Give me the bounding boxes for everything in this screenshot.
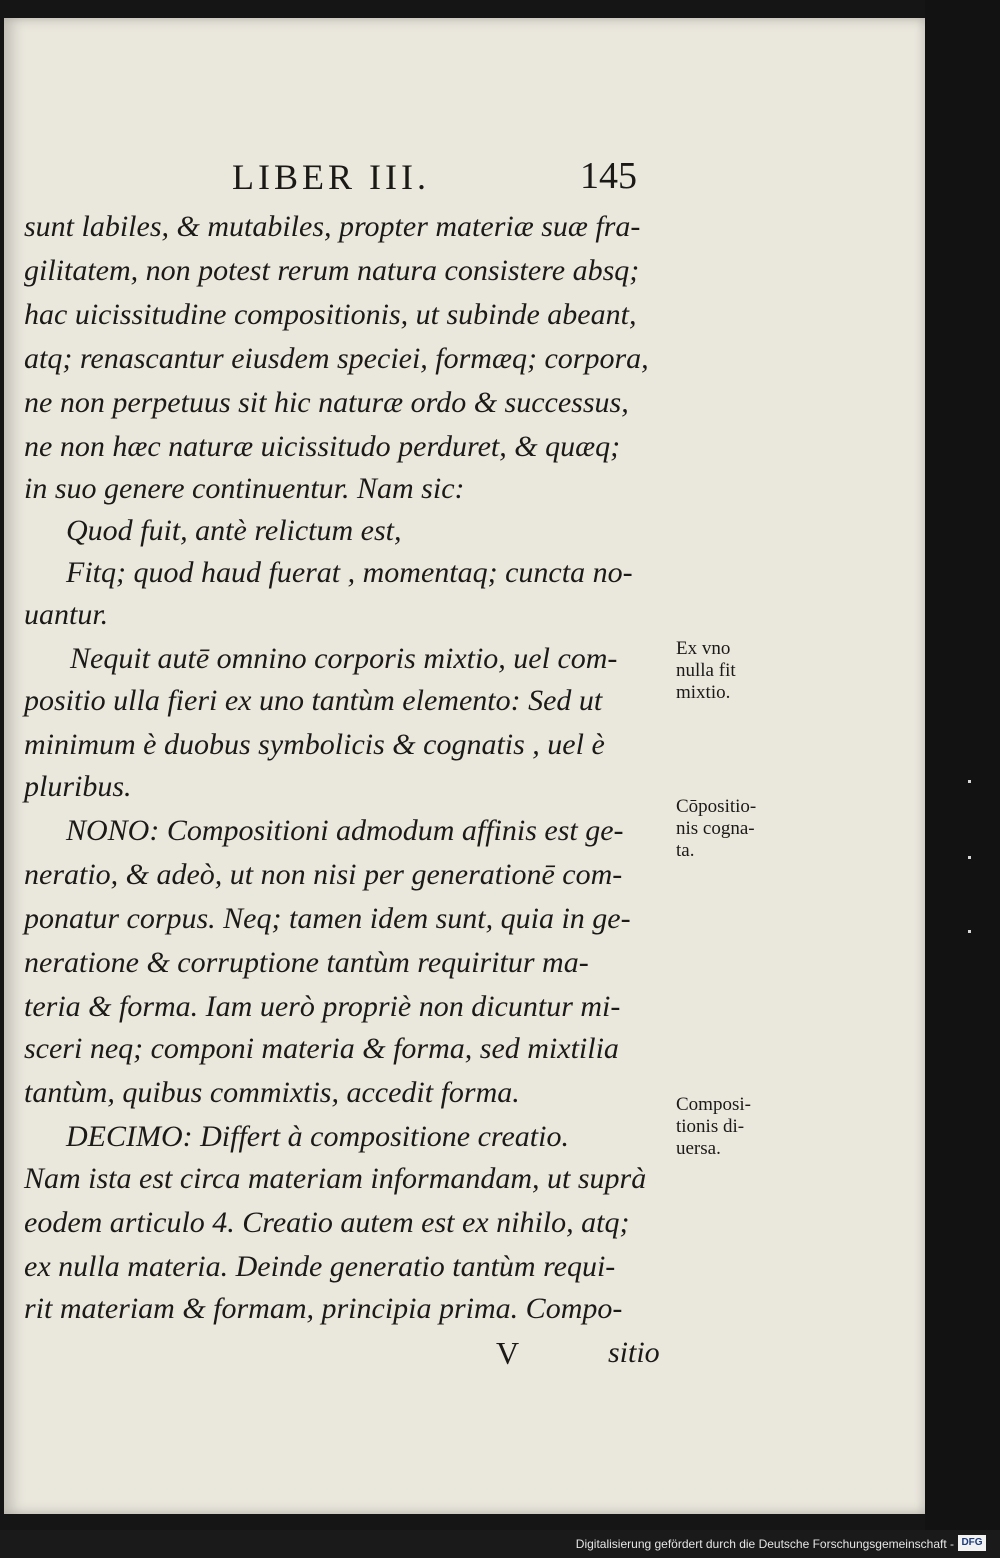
text-line: teria & forma. Iam uerò propriè non dicuntur mi- [24, 990, 621, 1023]
text-line: DECIMO: Differt à compositione creatio. [66, 1120, 569, 1153]
text-line: positio ulla fieri ex uno tantùm elemento: Sed ut [24, 684, 603, 717]
text-line: ne non perpetuus sit hic naturæ ordo & successus, [24, 386, 629, 419]
scan-speck [968, 930, 971, 933]
margin-note [676, 638, 806, 704]
margin-note [676, 1094, 806, 1160]
margin-note [676, 796, 806, 862]
scan-speck [968, 780, 971, 783]
text-line: tantùm, quibus commixtis, accedit forma. [24, 1076, 520, 1109]
margin-note-line: nis cogna- [676, 818, 755, 839]
catchword: sitio [608, 1336, 660, 1369]
text-line: ex nulla materia. Deinde generatio tantùm requi- [24, 1250, 616, 1283]
text-line: in suo genere continuentur. Nam sic: [24, 472, 465, 505]
scan-edge [925, 0, 1000, 1530]
margin-note-line: mixtio. [676, 682, 731, 703]
digitization-credit: Digitalisierung gefördert durch die Deutsche Forschungsgemeinschaft - [575, 1537, 954, 1551]
text-line: rit materiam & formam, principia prima. Compo- [24, 1292, 623, 1325]
text-line: sunt labiles, & mutabiles, propter materiæ suæ fra- [24, 210, 641, 243]
text-line: Nequit autē omnino corporis mixtio, uel com- [70, 642, 618, 675]
text-line: neratione & corruptione tantùm requiritur ma- [24, 946, 589, 979]
text-line: Nam ista est circa materiam informandam, ut suprà [24, 1162, 647, 1195]
text-line: neratio, & adeò, ut non nisi per generationē com- [24, 858, 623, 891]
page-number: 145 [580, 155, 637, 197]
text-line: NONO: Compositioni admodum affinis est ge- [66, 814, 624, 847]
margin-note-line: uersa. [676, 1138, 721, 1159]
margin-note-line: nulla fit [676, 660, 736, 681]
verse-line: Quod fuit, antè relictum est, [66, 514, 402, 547]
dfg-logo: DFG [958, 1535, 986, 1551]
margin-note-line: tionis di- [676, 1116, 745, 1137]
text-line: ponatur corpus. Neq; tamen idem sunt, quia in ge- [24, 902, 631, 935]
signature-mark: V [496, 1335, 520, 1371]
verse-line: Fitq; quod haud fuerat , momentaq; cuncta no- [66, 556, 633, 589]
text-line: sceri neq; componi materia & forma, sed mixtilia [24, 1032, 619, 1065]
book-page [4, 18, 925, 1514]
margin-note-line: Composi- [676, 1094, 751, 1115]
text-line: ne non hæc naturæ uicissitudo perduret, & quæq; [24, 430, 621, 463]
text-line: pluribus. [24, 770, 132, 803]
margin-note-line: Ex vno [676, 638, 731, 659]
text-line: minimum è duobus symbolicis & cognatis , uel è [24, 728, 605, 761]
margin-note-line: ta. [676, 840, 695, 861]
text-line: eodem articulo 4. Creatio autem est ex nihilo, atq; [24, 1206, 630, 1239]
running-head: LIBER III. [232, 157, 430, 197]
scan-speck [968, 856, 971, 859]
margin-note-line: Cōpositio- [676, 796, 757, 817]
text-line: atq; renascantur eiusdem speciei, formæq; corpora, [24, 342, 649, 375]
text-line: hac uicissitudine compositionis, ut subinde abeant, [24, 298, 637, 331]
text-line: gilitatem, non potest rerum natura consistere absq; [24, 254, 640, 287]
text-line: uantur. [24, 598, 109, 631]
